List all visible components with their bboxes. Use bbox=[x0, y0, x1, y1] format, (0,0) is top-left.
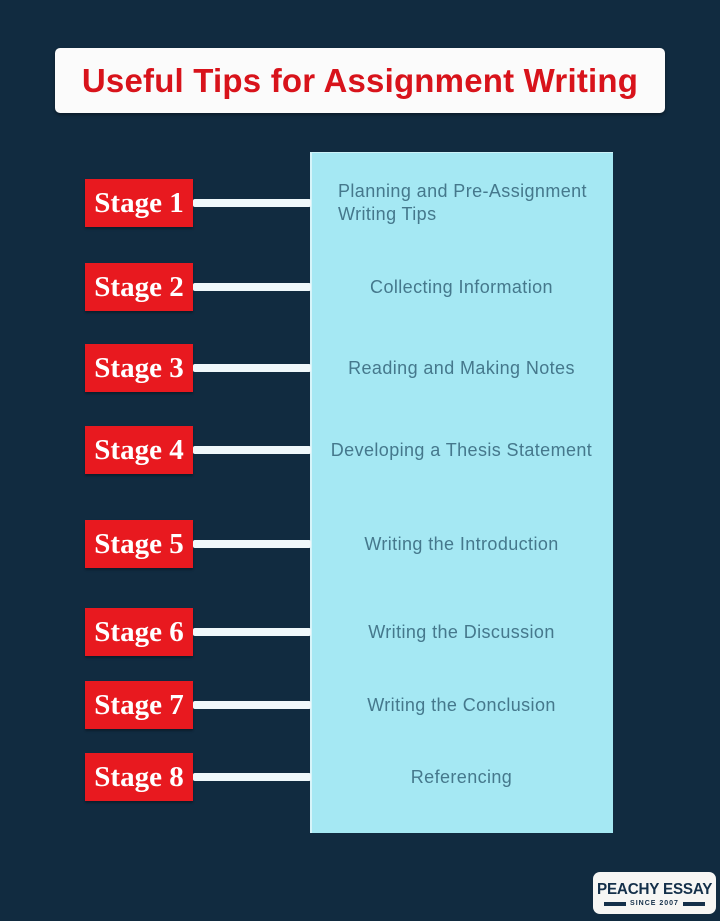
stage-row-1 bbox=[0, 179, 720, 227]
stage-7-label: Stage 7 bbox=[94, 688, 184, 721]
stage-1-description: Planning and Pre-Assignment Writing Tips bbox=[338, 181, 587, 224]
logo-tagline-row bbox=[604, 900, 705, 907]
connector-line bbox=[193, 446, 311, 454]
connector-line bbox=[193, 283, 311, 291]
stage-5-badge bbox=[85, 520, 193, 568]
stage-6-label: Stage 6 bbox=[94, 615, 184, 648]
stage-1-badge bbox=[85, 179, 193, 227]
stage-8-description: Referencing bbox=[410, 766, 513, 787]
connector-line bbox=[193, 199, 311, 207]
connector-line bbox=[193, 364, 311, 372]
descriptions-panel bbox=[310, 152, 613, 833]
stage-3-label: Stage 3 bbox=[94, 351, 184, 384]
peachy-essay-logo bbox=[593, 872, 716, 914]
stage-row-6 bbox=[0, 608, 720, 656]
connector-line bbox=[193, 628, 311, 636]
stage-8-label: Stage 8 bbox=[94, 760, 184, 793]
stage-6-badge bbox=[85, 608, 193, 656]
stage-row-8 bbox=[0, 753, 720, 801]
stage-row-2 bbox=[0, 263, 720, 311]
logo-brand-text: PEACHY ESSAY bbox=[596, 881, 713, 898]
stage-4-badge bbox=[85, 426, 193, 474]
title-banner bbox=[55, 48, 665, 113]
stage-1-label: Stage 1 bbox=[94, 186, 184, 219]
stage-2-description: Collecting Information bbox=[370, 276, 553, 297]
stage-4-label: Stage 4 bbox=[94, 433, 184, 466]
connector-line bbox=[193, 540, 311, 548]
logo-tagline-text: SINCE 2007 bbox=[630, 900, 679, 907]
stage-3-badge bbox=[85, 344, 193, 392]
stage-3-description: Reading and Making Notes bbox=[348, 357, 575, 378]
stage-6-description: Writing the Discussion bbox=[368, 621, 555, 642]
stage-7-description: Writing the Conclusion bbox=[367, 694, 556, 715]
stage-8-badge bbox=[85, 753, 193, 801]
connector-line bbox=[193, 701, 311, 709]
stage-row-7 bbox=[0, 681, 720, 729]
stage-7-badge bbox=[85, 681, 193, 729]
stage-row-4 bbox=[0, 426, 720, 474]
connector-line bbox=[193, 773, 311, 781]
stage-5-description: Writing the Introduction bbox=[364, 533, 559, 554]
stage-5-label: Stage 5 bbox=[94, 527, 184, 560]
stage-row-3 bbox=[0, 344, 720, 392]
stage-4-description: Developing a Thesis Statement bbox=[330, 439, 593, 460]
logo-left-bar bbox=[604, 902, 626, 906]
stage-2-label: Stage 2 bbox=[94, 270, 184, 303]
stage-row-5 bbox=[0, 520, 720, 568]
page-title: Useful Tips for Assignment Writing bbox=[81, 61, 639, 99]
stage-2-badge bbox=[85, 263, 193, 311]
logo-right-bar bbox=[683, 902, 705, 906]
